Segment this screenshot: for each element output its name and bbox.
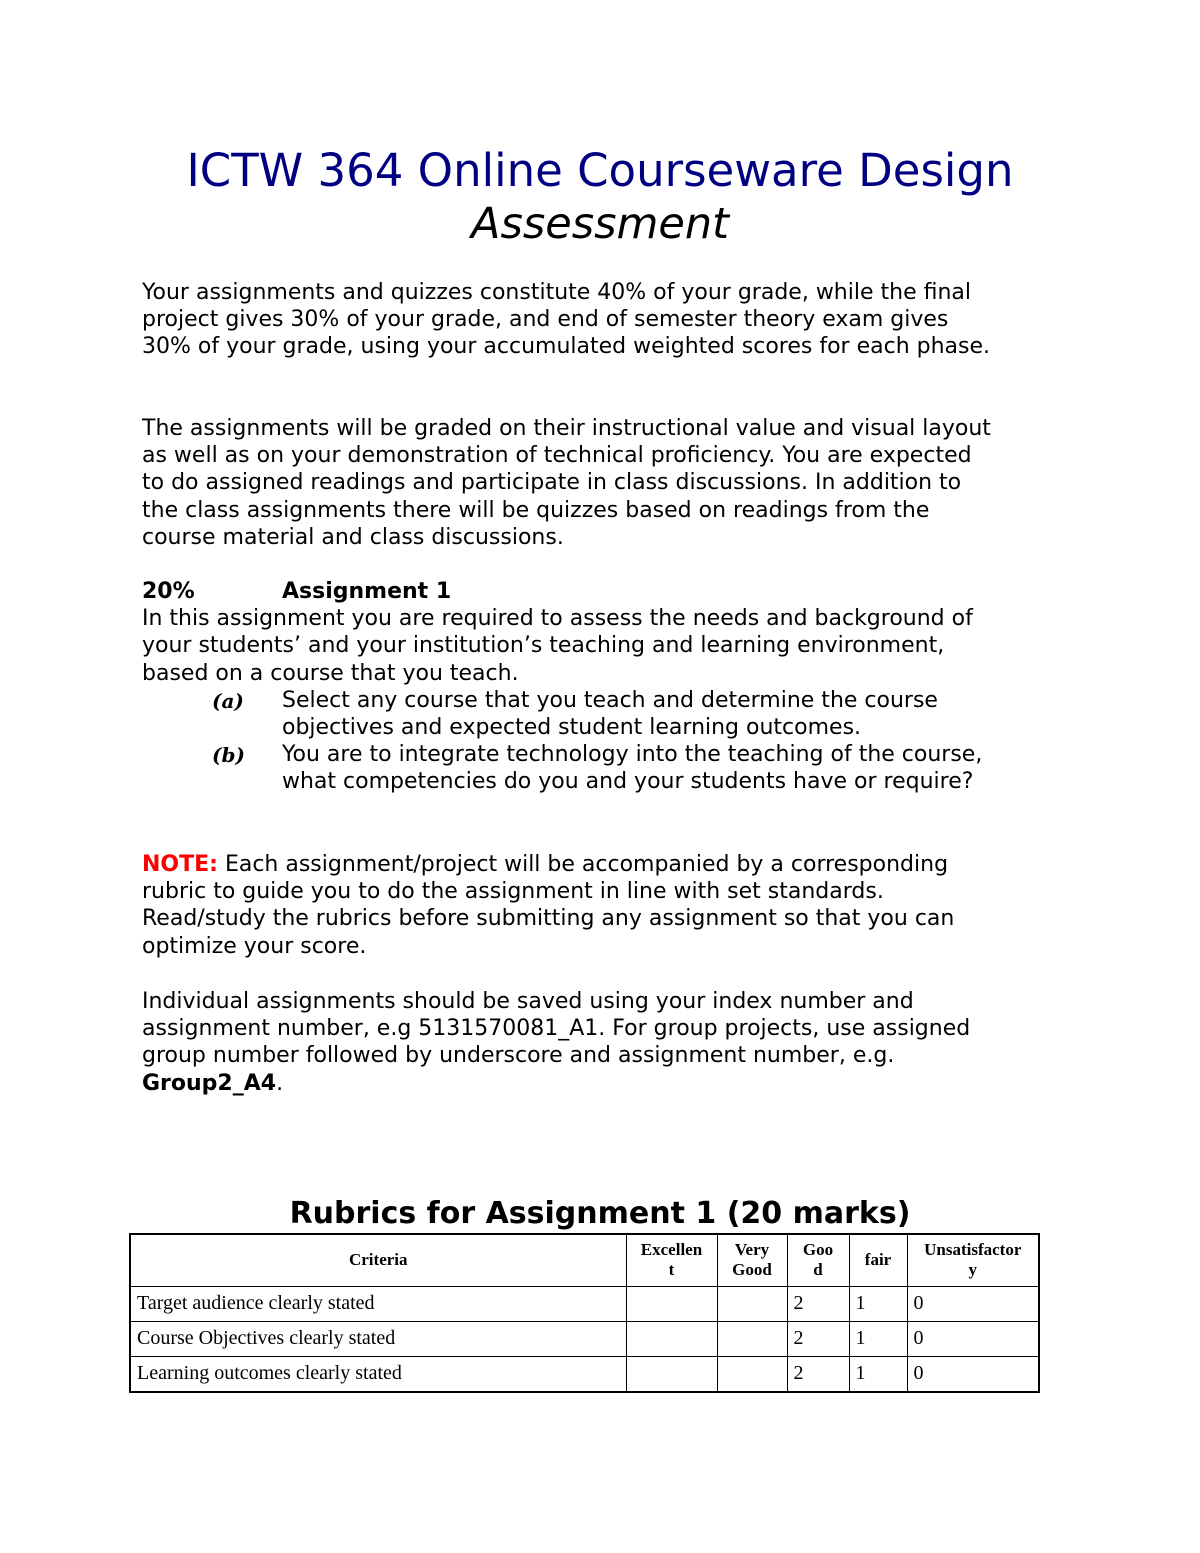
cell-excellent xyxy=(626,1321,717,1356)
table-header-row xyxy=(130,1234,1039,1286)
text-line: based on a course that you teach. xyxy=(142,660,519,686)
naming-paragraph xyxy=(142,988,1062,1097)
cell-criteria: Course Objectives clearly stated xyxy=(130,1321,626,1356)
assignment-heading xyxy=(142,578,1062,605)
list-item-b xyxy=(142,741,1062,795)
cell-excellent xyxy=(626,1286,717,1321)
cell-very-good xyxy=(717,1286,787,1321)
cell-criteria: Learning outcomes clearly stated xyxy=(130,1356,626,1392)
cell-very-good xyxy=(717,1356,787,1392)
cell-good: 2 xyxy=(787,1356,849,1392)
text-line: You are to integrate technology into the teaching of the course, xyxy=(282,742,983,768)
document-title: ICTW 364 Online Courseware Design xyxy=(186,144,1014,197)
list-label: (b) xyxy=(212,743,245,768)
text-line: project gives 30% of your grade, and end of semester theory exam gives xyxy=(142,307,949,333)
text-line: course material and class discussions. xyxy=(142,524,564,550)
text-line: to do assigned readings and participate in class discussions. In addition to xyxy=(142,470,962,496)
cell-excellent xyxy=(626,1356,717,1392)
cell-very-good xyxy=(717,1321,787,1356)
header-line: d xyxy=(813,1260,823,1280)
header-excellent xyxy=(626,1234,717,1286)
text-line: objectives and expected student learning outcomes. xyxy=(282,715,862,741)
cell-fair: 1 xyxy=(849,1321,907,1356)
note-label: NOTE: xyxy=(142,852,218,877)
list-label: (a) xyxy=(212,688,244,713)
table-row xyxy=(130,1321,1039,1356)
text-line: rubric to guide you to do the assignment in line with set standards. xyxy=(142,879,884,905)
text-line xyxy=(142,1070,1062,1097)
document-subtitle: Assessment xyxy=(471,199,729,249)
header-fair: fair xyxy=(849,1234,907,1286)
header-good xyxy=(787,1234,849,1286)
text-line: Read/study the rubrics before submitting any assignment so that you can xyxy=(142,906,955,932)
cell-unsatisfactory: 0 xyxy=(907,1286,1039,1321)
text-line: your students’ and your institution’s teaching and learning environment, xyxy=(142,633,945,659)
note-paragraph xyxy=(142,851,1062,960)
header-line: y xyxy=(968,1260,977,1280)
header-criteria: Criteria xyxy=(130,1234,626,1286)
header-line: Very xyxy=(734,1240,770,1260)
rubric-table xyxy=(129,1233,1040,1393)
assignment-1-section xyxy=(142,578,1062,796)
text-line: Your assignments and quizzes constitute 40% of your grade, while the final xyxy=(142,280,971,305)
text-line: as well as on your demonstration of technical proficiency. You are expected xyxy=(142,443,972,469)
cell-criteria: Target audience clearly stated xyxy=(130,1286,626,1321)
text-line xyxy=(142,851,1062,878)
header-line: Unsatisfactor xyxy=(924,1240,1022,1260)
text-line: optimize your score. xyxy=(142,933,367,959)
header-line: Goo xyxy=(802,1240,834,1260)
text-line: In this assignment you are required to assess the needs and background of xyxy=(142,606,973,632)
assignment-percent: 20% xyxy=(142,579,195,604)
text-line: 30% of your grade, using your accumulated weighted scores for each phase. xyxy=(142,334,991,360)
text-line: The assignments will be graded on their instructional value and visual layout xyxy=(142,416,991,441)
note-text: Each assignment/project will be accompanied by a corresponding xyxy=(217,852,949,877)
rubric-title: Rubrics for Assignment 1 (20 marks) xyxy=(289,1196,911,1231)
header-line: Good xyxy=(732,1260,772,1280)
header-unsatisfactory xyxy=(907,1234,1039,1286)
header-very-good xyxy=(717,1234,787,1286)
assignment-title: Assignment 1 xyxy=(282,579,452,604)
cell-fair: 1 xyxy=(849,1286,907,1321)
table-row xyxy=(130,1356,1039,1392)
cell-good: 2 xyxy=(787,1321,849,1356)
list-item-a xyxy=(142,687,1062,741)
text-line: Individual assignments should be saved using your index number and xyxy=(142,989,914,1014)
naming-example-suffix: . xyxy=(276,1070,284,1096)
text-line: the class assignments there will be quizzes based on readings from the xyxy=(142,497,930,523)
grading-paragraph xyxy=(142,415,1062,551)
naming-example: Group2_A4 xyxy=(142,1070,277,1096)
text-line: what competencies do you and your students have or require? xyxy=(282,769,974,795)
cell-good: 2 xyxy=(787,1286,849,1321)
text-line: group number followed by underscore and assignment number, e.g. xyxy=(142,1043,895,1069)
text-line: assignment number, e.g 5131570081_A1. For group projects, use assigned xyxy=(142,1016,971,1042)
header-line: Excellen xyxy=(640,1240,703,1260)
list-text xyxy=(282,687,938,741)
intro-paragraph xyxy=(142,279,1062,361)
table-row xyxy=(130,1286,1039,1321)
header-line: t xyxy=(668,1260,675,1280)
list-text xyxy=(282,741,982,795)
cell-fair: 1 xyxy=(849,1356,907,1392)
text-line: Select any course that you teach and determine the course xyxy=(282,687,938,713)
cell-unsatisfactory: 0 xyxy=(907,1356,1039,1392)
cell-unsatisfactory: 0 xyxy=(907,1321,1039,1356)
